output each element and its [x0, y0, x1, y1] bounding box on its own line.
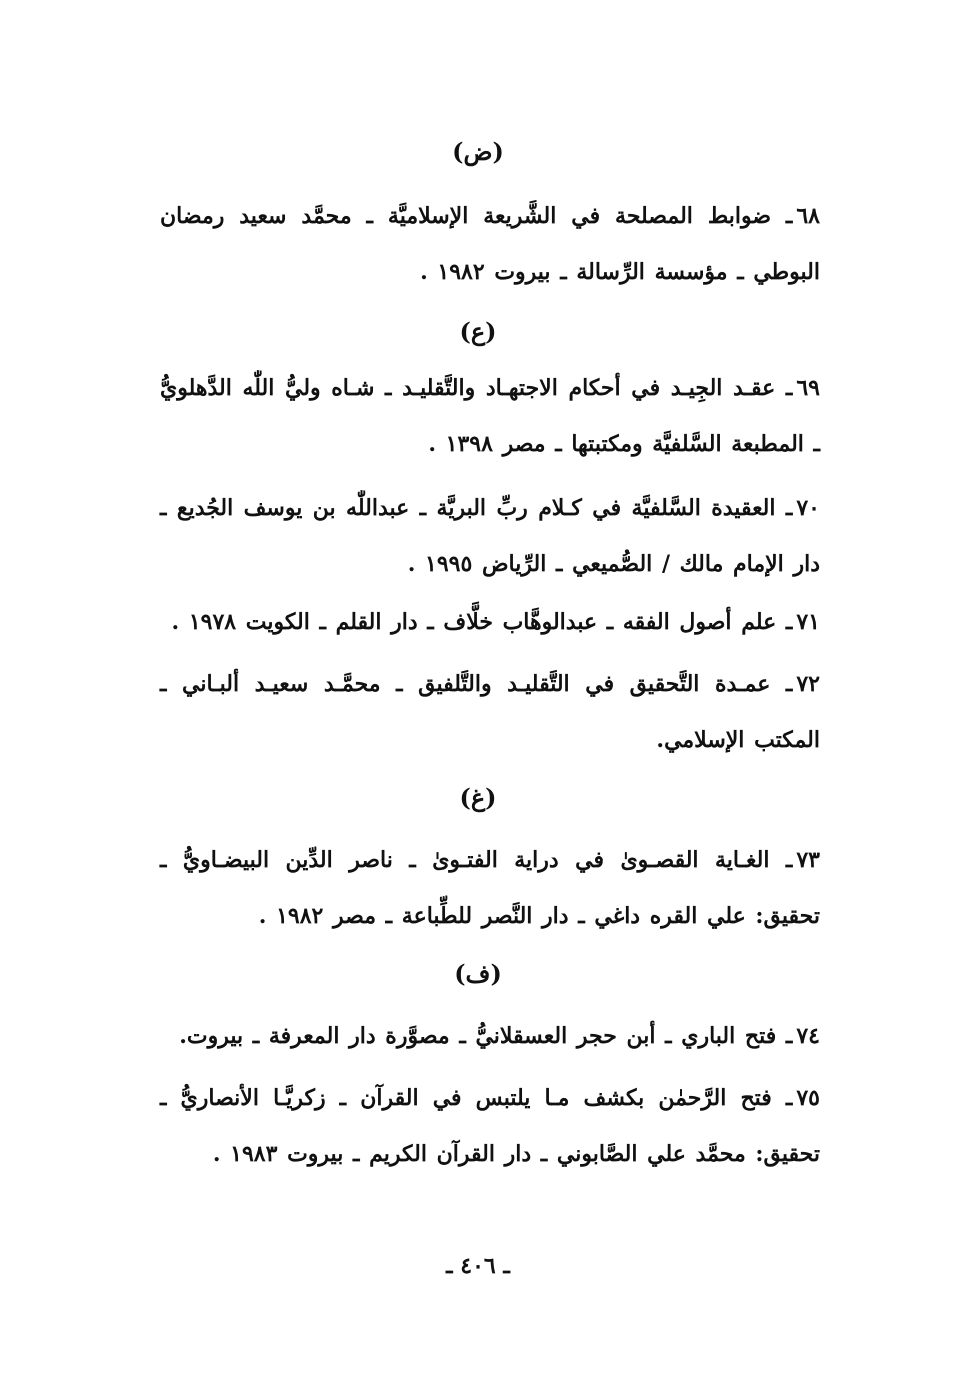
entry-number: ٧٣ — [796, 847, 820, 873]
section-heading-ain: (ع) — [459, 317, 497, 346]
reference-entry-75 — [160, 1070, 820, 1182]
reference-entry-70 — [160, 480, 820, 592]
entry-number: ٧٢ — [796, 671, 820, 697]
entry-text: ـ علم أصول الفقه ـ عبدالوهَّاب خلَّاف ـ دار القلم ـ الكويت ١٩٧٨ . — [171, 609, 793, 635]
entry-text: ـ عقـد الجِيـد في أحكام الاجتهـاد والتَّقليـد ـ شـاه وليُّ اللّٰه الدَّهلويُّ ـ المطبعة السَّلفيَّة ومكتبتها ـ مصر ١٣٩٨ . — [160, 375, 820, 457]
reference-entry-69 — [160, 360, 820, 472]
entry-text: ـ الغـاية القصـوىٰ في دراية الفتـوىٰ ـ ناصر الدِّين البيضـاويُّ ـ تحقيق: علي القره داغي ـ دار النَّصر للطِّباعة ـ مصر ١٩٨٢ . — [160, 847, 820, 929]
section-heading-ghain: (غ) — [459, 783, 497, 812]
entry-text: ـ عمـدة التَّحقيق في التَّقليـد والتَّلفيق ـ محمَّـد سعيـد ألبـاني ـ المكتب الإسلامي. — [160, 671, 820, 753]
reference-entry-73 — [160, 832, 820, 944]
entry-text: ـ فتح الرَّحمٰن بكشف مـا يلتبس في القرآن ـ زكريَّـا الأنصاريُّ ـ تحقيق: محمَّد علي الصَّابوني ـ دار القرآن الكريم ـ بيروت ١٩٨٣ . — [160, 1085, 820, 1167]
reference-entry-71 — [160, 594, 820, 650]
entry-text: ـ العقيدة السَّلفيَّة في كـلام ربِّ البريَّة ـ عبداللّٰه بن يوسف الجُديع ـ دار الإمام مالك / الصُّميعي ـ الرِّياض ١٩٩٥ . — [160, 495, 820, 577]
entry-number: ٦٨ — [796, 203, 820, 229]
reference-entry-72 — [160, 656, 820, 768]
page-number: ـ ٤٠٦ ـ — [446, 1253, 510, 1279]
section-heading-fa: (ف) — [454, 959, 502, 988]
entry-number: ٧٠ — [796, 495, 820, 521]
section-heading-dad: (ض) — [452, 137, 504, 166]
entry-text: ـ فتح الباري ـ أبن حجر العسقلانيُّ ـ مصوَّرة دار المعرفة ـ بيروت. — [179, 1023, 793, 1049]
entry-number: ٧٤ — [796, 1023, 820, 1049]
entry-text: ـ ضوابط المصلحة في الشَّريعة الإسلاميَّة ـ محمَّد سعيد رمضان البوطي ـ مؤسسة الرِّسالة ـ بيروت ١٩٨٢ . — [160, 203, 820, 285]
entry-number: ٧٥ — [796, 1085, 820, 1111]
entry-number: ٧١ — [796, 609, 820, 635]
entry-number: ٦٩ — [796, 375, 820, 401]
reference-entry-74 — [160, 1008, 820, 1064]
reference-entry-68 — [160, 188, 820, 300]
